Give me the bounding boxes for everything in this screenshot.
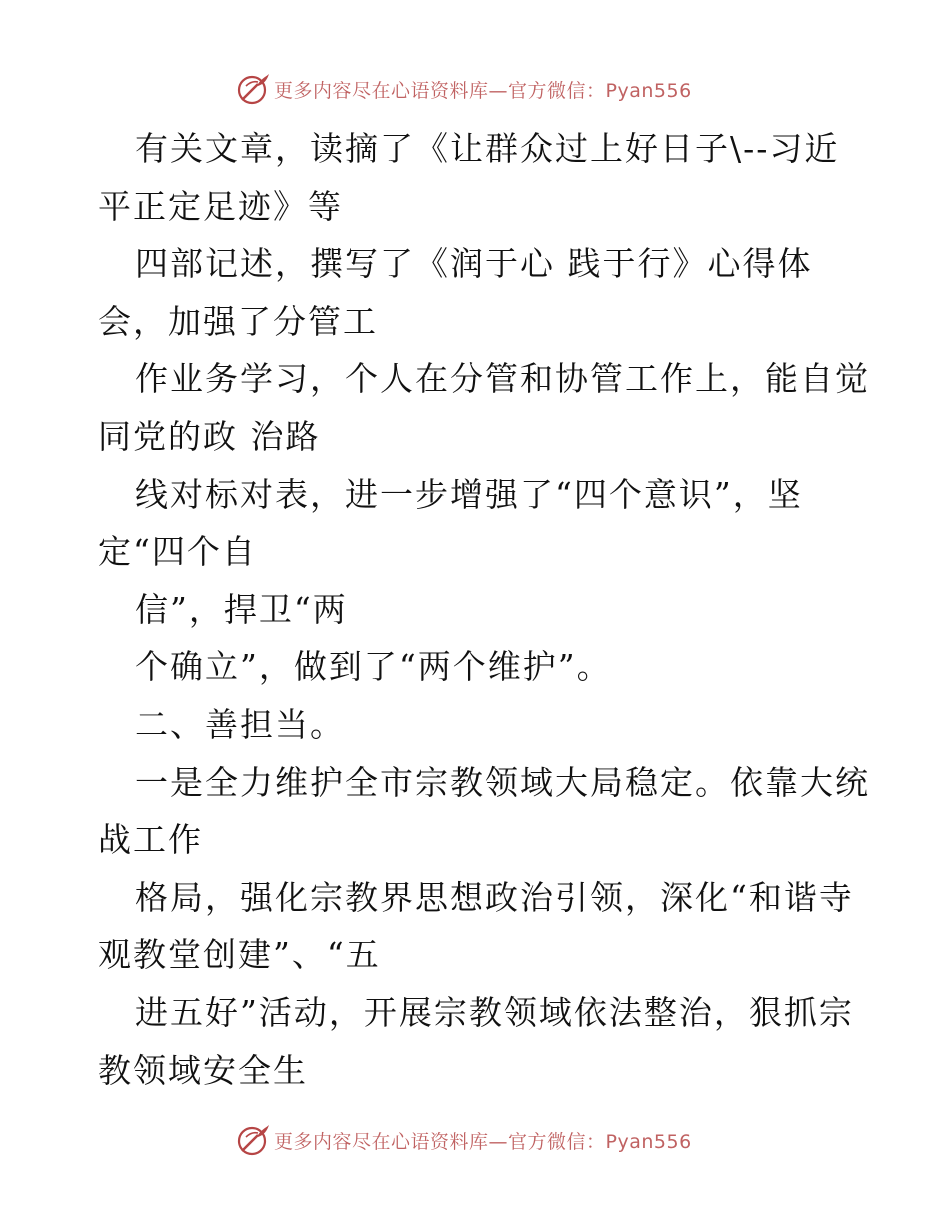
body-line: 观教堂创建”、“五 <box>98 935 381 975</box>
body-line: 格局，强化宗教界思想政治引领，深化“和谐寺 <box>135 877 854 917</box>
header-watermark <box>236 72 692 106</box>
quill-pen-logo-icon <box>236 1123 270 1157</box>
body-line: 教领域安全生 <box>98 1050 308 1090</box>
body-line: 一是全力维护全市宗教领域大局稳定。依靠大统 <box>135 762 870 802</box>
body-line: 二、善担当。 <box>135 704 345 744</box>
document-body <box>98 120 870 1099</box>
body-line: 线对标对表，进一步增强了“四个意识”，坚 <box>135 474 803 514</box>
body-line: 作业务学习，个人在分管和协管工作上，能自觉 <box>135 359 870 399</box>
footer-watermark-text: 更多内容尽在心语资料库—官方微信：Pyan556 <box>274 1130 692 1153</box>
body-line: 定“四个自 <box>98 532 257 572</box>
body-line: 信”，捍卫“两 <box>135 589 348 629</box>
body-line: 四部记述，撰写了《润于心 践于行》心得体 <box>135 244 813 284</box>
quill-pen-logo-icon <box>236 72 270 106</box>
body-line: 个确立”，做到了“两个维护”。 <box>135 647 612 687</box>
body-line: 有关文章，读摘了《让群众过上好日子\--习近 <box>135 129 840 168</box>
body-line: 平正定足迹》等 <box>98 186 343 226</box>
header-watermark-text: 更多内容尽在心语资料库—官方微信：Pyan556 <box>274 79 692 102</box>
body-line: 进五好”活动，开展宗教领域依法整治，狠抓宗 <box>135 992 854 1032</box>
body-line: 同党的政 治路 <box>98 416 321 456</box>
footer-watermark <box>236 1123 692 1157</box>
body-line: 会，加强了分管工 <box>98 301 378 341</box>
body-line: 战工作 <box>98 820 203 860</box>
